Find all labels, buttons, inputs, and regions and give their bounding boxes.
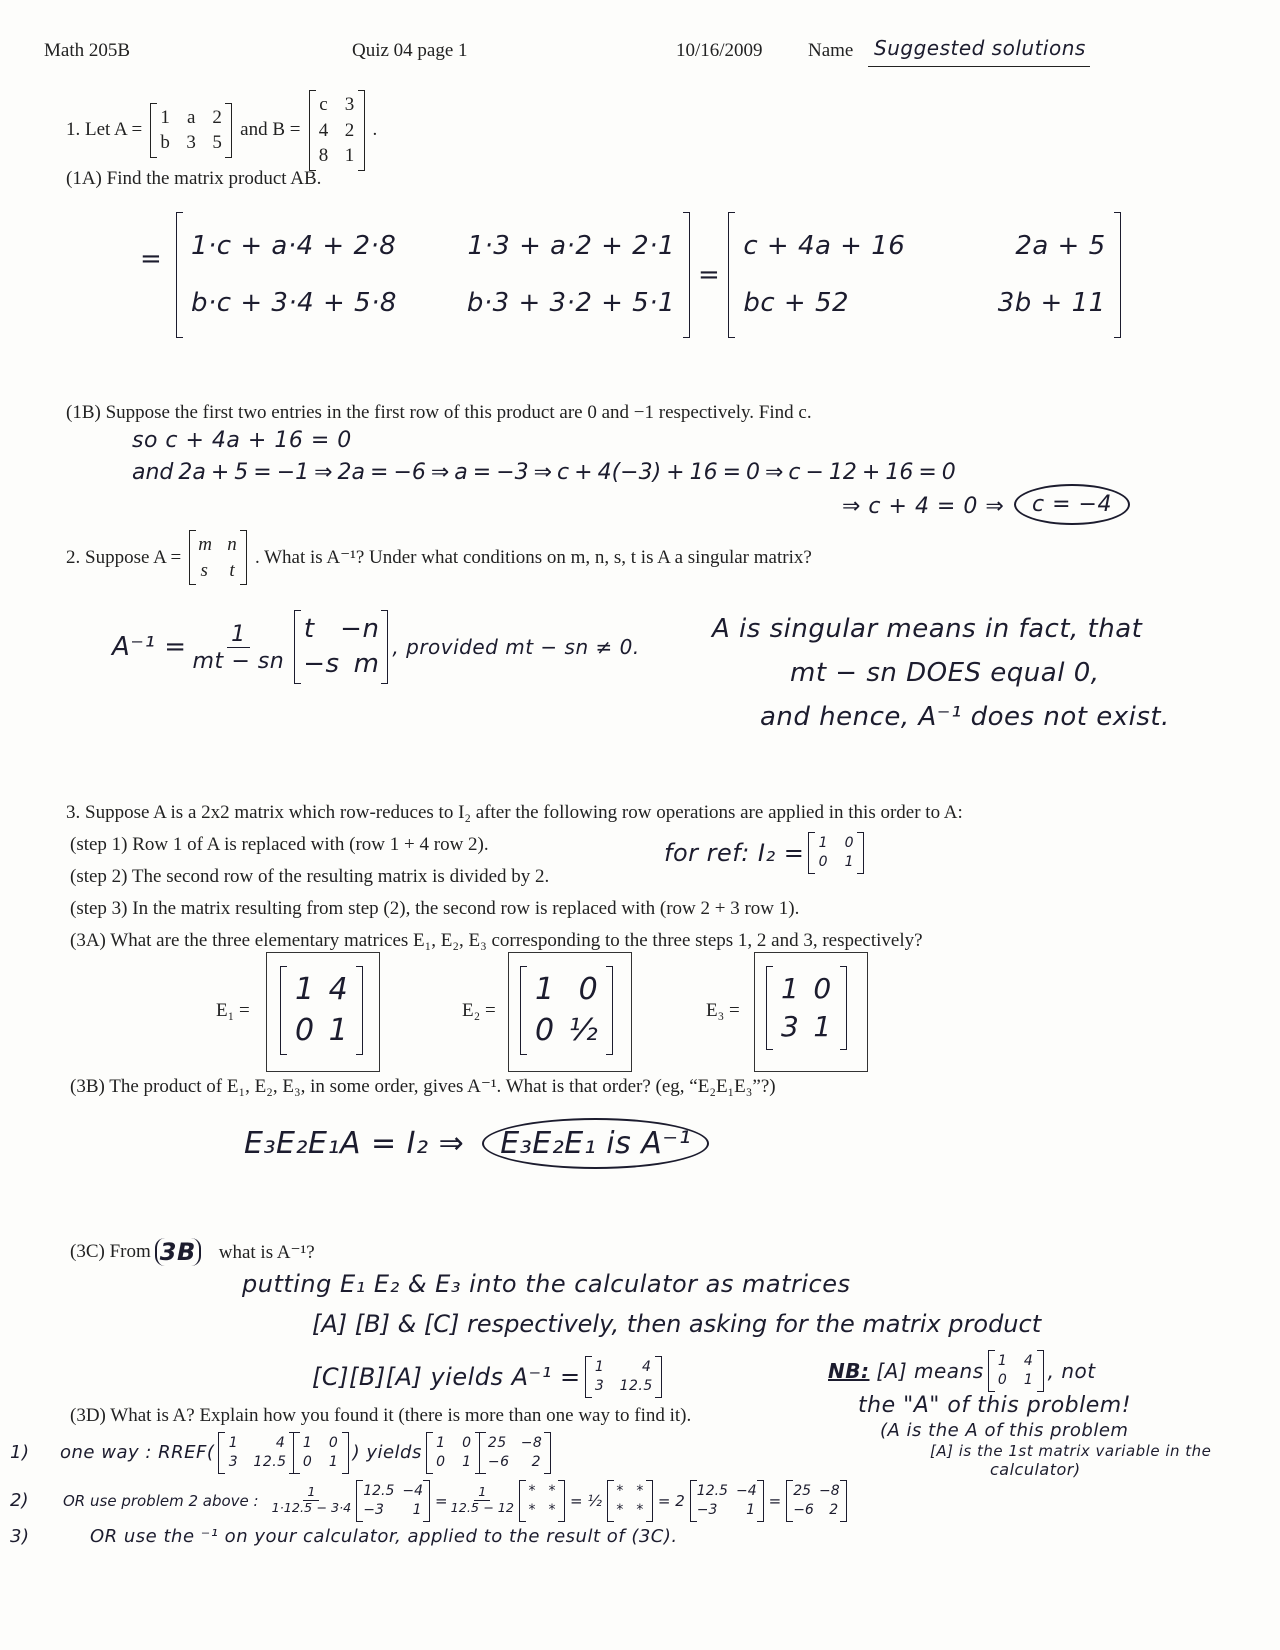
matrix-cell: 0: [818, 853, 829, 870]
way-text: OR use problem 2 above :: [63, 1491, 259, 1510]
step-2: (step 2) The second row of the resulting matrix is divided by 2.: [70, 866, 550, 887]
nb-note: [828, 1350, 1096, 1392]
matrix-cell: 1: [781, 972, 800, 1005]
matrix-row: [817, 834, 855, 853]
matrix-cell: 0: [844, 835, 855, 851]
matrix-cell: 2: [344, 119, 355, 141]
matrix-cell: 4: [318, 119, 329, 141]
frac-den: 12.5 − 12: [450, 1501, 515, 1517]
matrix-row: [318, 118, 356, 144]
matrix-cell: 1: [412, 1501, 422, 1518]
matrix-cell: 0: [535, 1012, 555, 1048]
matrix-cell: 12.5: [363, 1483, 395, 1499]
matrix-row: [488, 1453, 542, 1472]
e2-matrix-wrap: [516, 966, 617, 1055]
p1-and: and B =: [240, 119, 301, 141]
way-2: [10, 1480, 849, 1522]
fraction: [272, 1485, 352, 1516]
matrix-row: [697, 1501, 757, 1520]
matrix-row: [303, 612, 379, 647]
augmented-left: [218, 1432, 294, 1474]
matrix-cell: 1: [462, 1453, 472, 1470]
matrix-row: [198, 558, 238, 584]
matrix-row: [535, 1011, 598, 1052]
problem-1-statement: [66, 90, 377, 171]
matrix-cell: 12.5: [696, 1483, 728, 1499]
matrix-row: [302, 1453, 340, 1472]
matrix-row: [997, 1371, 1035, 1390]
problem-2-statement: [66, 530, 812, 585]
calc-note: [A] is the 1st matrix variable in the: [930, 1442, 1212, 1460]
work-equals: =: [140, 244, 163, 274]
frac-num: 1: [474, 1485, 490, 1501]
matrix-row: [227, 1434, 286, 1453]
fraction: [451, 1485, 514, 1516]
matrix-cell: 0: [328, 1435, 339, 1451]
matrix-cell: 4: [275, 1435, 286, 1451]
sol-3c-line: [A] [B] & [C] respectively, then asking for the matrix product: [312, 1310, 1042, 1338]
matrix-cell: ½: [568, 1012, 599, 1048]
matrix-cell: 4: [328, 972, 349, 1007]
matrix-cell: *: [548, 1483, 556, 1499]
name-label: Name: [808, 40, 854, 61]
matrix-row: [435, 1434, 473, 1453]
matrix-row: [318, 92, 356, 118]
matrix-cell: −6: [487, 1453, 510, 1470]
matrix-cell: 1: [594, 1359, 605, 1375]
matrix-cell: −n: [340, 614, 380, 644]
frac-den: 1·12.5 − 3·4: [271, 1501, 352, 1517]
matrix-cell: *: [636, 1501, 644, 1518]
matrix-A-2: [189, 530, 247, 585]
matrix-row: [614, 1482, 646, 1501]
matrix-row: [594, 1377, 653, 1396]
work-cell: 1·3 + a·2 + 2·1: [467, 231, 676, 261]
matrix-cell: 2: [212, 106, 222, 128]
matrix-row: [793, 1482, 839, 1501]
matrix-cell: s: [200, 559, 208, 581]
matrix-cell: 1: [813, 1009, 832, 1043]
matrix-cell: 4: [1023, 1353, 1034, 1369]
e3-matrix: [766, 966, 847, 1050]
e2-matrix: [520, 966, 613, 1055]
matrix-cell: 0: [295, 1012, 315, 1048]
date: 10/16/2009: [676, 40, 763, 61]
matrix-cell: 1: [295, 972, 315, 1007]
nb-text: the "A" of this problem!: [858, 1393, 1132, 1418]
matrix-cell: −s: [303, 649, 340, 680]
matrix-cell: 1: [328, 1012, 349, 1048]
p1-lead: 1. Let A =: [66, 119, 143, 141]
matrix-cell: m: [353, 649, 380, 680]
matrix-cell: 0: [462, 1435, 472, 1451]
result-cell: 2a + 5: [1015, 231, 1106, 261]
sol-1b-line: ⇒ c + 4 = 0 ⇒: [842, 494, 1005, 519]
calc-note: calculator): [990, 1460, 1081, 1479]
matrix-row: [781, 970, 832, 1008]
e3-label: E₃ =: [706, 1000, 740, 1021]
matrix-row: [817, 853, 855, 872]
ab-result-matrix: [728, 212, 1120, 338]
matrix-cell: 3: [781, 1009, 800, 1043]
e1-matrix-wrap: [276, 966, 367, 1055]
way-1: [10, 1432, 555, 1474]
matrix-row: [614, 1501, 646, 1520]
question-3c: [70, 1238, 315, 1266]
matrix-cell: 25: [793, 1483, 812, 1499]
matrix-cell: *: [636, 1483, 644, 1499]
way-text: ) yields: [352, 1442, 422, 1464]
quiz-title: Quiz 04 page 1: [352, 40, 468, 61]
question-1b: (1B) Suppose the first two entries in the first row of this product are 0 and −1 respectively. Find c.: [66, 402, 812, 423]
sol-3b-circled: E₃E₂E₁ is A⁻¹: [482, 1118, 709, 1169]
identity-matrix: [808, 832, 864, 874]
sol-1b-line: so c + 4a + 16 = 0: [132, 428, 352, 453]
matrix-cell: 1: [344, 145, 355, 167]
matrix-cell: *: [616, 1501, 624, 1518]
matrix-cell: 0: [813, 972, 832, 1005]
matrix: [607, 1480, 653, 1522]
nb-matrix: [988, 1350, 1044, 1392]
a-matrix-result: [786, 1480, 846, 1522]
matrix-cell: 0: [436, 1453, 446, 1470]
matrix-cell: a: [186, 106, 196, 128]
matrix-row: [793, 1501, 839, 1520]
matrix-row: [302, 1434, 340, 1453]
sol-3c-result: [312, 1356, 666, 1398]
question-3b: (3B) The product of E₁, E₂, E₃, in some order, gives A⁻¹. What is that order? (eg, “E₂E₁E₃”?): [70, 1076, 776, 1097]
matrix: [690, 1480, 764, 1522]
proviso: , provided mt − sn ≠ 0.: [392, 635, 640, 660]
sol-1b-line: and 2a + 5 = −1 ⇒ 2a = −6 ⇒ a = −3 ⇒ c + 4(−3) + 16 = 0 ⇒ c − 12 + 16 = 0: [132, 460, 956, 485]
matrix-cell: 2: [829, 1501, 839, 1518]
matrix-row: [295, 1011, 348, 1052]
matrix-cell: 2: [531, 1453, 542, 1470]
equals-two: = 2: [657, 1491, 685, 1510]
way-text: one way : RREF(: [60, 1442, 215, 1464]
answer-c-circled: c = −4: [1014, 484, 1130, 525]
q3c-ref: 3B: [155, 1238, 201, 1266]
matrix-cell: 1: [997, 1353, 1008, 1369]
matrix-cell: −6: [793, 1501, 814, 1518]
matrix-cell: 1: [228, 1435, 239, 1451]
singular-line: mt − sn DOES equal 0,: [790, 658, 1100, 688]
matrix-cell: 4: [642, 1359, 652, 1375]
name-underline: [868, 66, 1090, 67]
name-value: Suggested solutions: [874, 36, 1086, 60]
inverse-formula: [112, 610, 640, 684]
way-3: [10, 1526, 678, 1547]
question-3a: (3A) What are the three elementary matrices E₁, E₂, E₃ corresponding to the three steps 1, 2 and 3, respectively?: [70, 930, 923, 951]
nb-label: NB:: [828, 1358, 870, 1383]
question-3d: (3D) What is A? Explain how you found it (there is more than one way to find it).: [70, 1405, 692, 1426]
way-number: 2): [10, 1490, 29, 1512]
matrix-cell: 8: [318, 145, 329, 167]
matrix-cell: 1: [160, 106, 170, 128]
matrix-cell: 0: [997, 1371, 1008, 1388]
p2-question: . What is A⁻¹? Under what conditions on m, n, s, t is A a singular matrix?: [254, 547, 812, 569]
matrix-row: [488, 1434, 542, 1453]
identity-reference: [664, 832, 868, 874]
result-cell: c + 4a + 16: [743, 231, 906, 261]
sol-3b-text: E₃E₂E₁A = I₂ ⇒: [244, 1126, 465, 1161]
calc-note: (A is the A of this problem: [880, 1420, 1129, 1441]
matrix-cell: −3: [696, 1501, 718, 1518]
matrix-cell: 1: [746, 1501, 756, 1518]
matrix-A: [150, 103, 232, 158]
e2-label: E₂ =: [462, 1000, 496, 1021]
adjugate-matrix: [294, 610, 388, 684]
work-cell: b·c + 3·4 + 5·8: [191, 288, 397, 319]
matrix-cell: 25: [487, 1435, 507, 1451]
nb-text: [A] means: [876, 1358, 984, 1383]
matrix-row: [159, 105, 223, 131]
sol-3c-line: putting E₁ E₂ & E₃ into the calculator as matrices: [242, 1270, 851, 1298]
matrix-row: [363, 1482, 423, 1501]
matrix-cell: −8: [520, 1435, 543, 1451]
matrix-cell: 1: [818, 835, 829, 851]
result-cell: 3b + 11: [997, 288, 1106, 319]
q3c-pre: (3C) From: [70, 1241, 151, 1262]
e3-matrix-wrap: [762, 966, 851, 1050]
matrix-cell: 3: [186, 132, 196, 154]
result-cell: bc + 52: [743, 288, 850, 319]
matrix-row: [535, 970, 598, 1011]
matrix-cell: 1: [844, 853, 855, 870]
matrix-row: [198, 532, 238, 558]
work-cell: 1·c + a·4 + 2·8: [191, 231, 397, 261]
matrix-cell: *: [616, 1483, 624, 1499]
frac-num: 1: [227, 621, 250, 648]
matrix: [519, 1480, 565, 1522]
matrix-cell: 1: [535, 972, 555, 1007]
augmented-right: [293, 1432, 349, 1474]
matrix-cell: 12.5: [253, 1453, 287, 1470]
a-inverse-matrix: [585, 1356, 662, 1398]
singular-line: and hence, A⁻¹ does not exist.: [760, 702, 1170, 732]
matrix-cell: −8: [819, 1483, 840, 1499]
matrix-cell: m: [198, 534, 212, 555]
matrix-row: [227, 1453, 286, 1472]
matrix-cell: t: [229, 559, 235, 581]
way-number: 1): [10, 1442, 30, 1464]
e1-matrix: [280, 966, 363, 1055]
matrix-cell: 12.5: [619, 1377, 653, 1394]
matrix-cell: 3: [594, 1377, 605, 1394]
sol-3b: [244, 1118, 709, 1169]
question-1a: (1A) Find the matrix product AB.: [66, 168, 322, 189]
e1-label: E₁ =: [216, 1000, 250, 1021]
nb-text: , not: [1047, 1358, 1096, 1383]
matrix-cell: b: [160, 132, 170, 154]
matrix-cell: n: [227, 534, 237, 555]
course-title: Math 205B: [44, 40, 131, 61]
matrix-row: [526, 1501, 558, 1520]
q3c-post: what is A⁻¹?: [218, 1241, 315, 1263]
ref-label: for ref: I₂ =: [664, 838, 805, 867]
step-3: (step 3) In the matrix resulting from step (2), the second row is replaced with (row 2 + 3 row 1).: [70, 898, 800, 919]
matrix-cell: −3: [363, 1501, 384, 1518]
matrix-cell: 3: [344, 94, 355, 115]
matrix-cell: 1: [436, 1435, 446, 1451]
matrix-cell: 1: [1023, 1371, 1034, 1388]
matrix-row: [363, 1501, 423, 1520]
matrix-row: [526, 1482, 558, 1501]
matrix-cell: 0: [302, 1453, 313, 1470]
matrix-row: [594, 1358, 653, 1377]
matrix-cell: 3: [228, 1453, 239, 1470]
frac-den: mt − sn: [192, 647, 285, 674]
way-number: 3): [10, 1526, 30, 1547]
matrix-row: [295, 970, 348, 1011]
problem-3-intro: 3. Suppose A is a 2x2 matrix which row-reduces to I₂ after the following row operations are applied in this order to A:: [66, 802, 963, 823]
matrix-cell: 5: [212, 132, 222, 154]
matrix-row: [318, 143, 356, 169]
equals: =: [768, 1491, 782, 1510]
matrix-cell: c: [319, 94, 328, 115]
matrix-row: [159, 130, 223, 156]
work-matrix: [176, 212, 690, 338]
way-text: OR use the ⁻¹ on your calculator, applied to the result of (3C).: [90, 1526, 678, 1547]
matrix-B: [309, 90, 365, 171]
frac-num: 1: [303, 1485, 319, 1501]
matrix-row: [997, 1352, 1035, 1371]
rref-right: [479, 1432, 551, 1474]
matrix-row: [435, 1453, 473, 1472]
work-cell: b·3 + 3·2 + 5·1: [466, 288, 676, 319]
matrix-cell: −4: [402, 1483, 424, 1499]
matrix-cell: −4: [735, 1483, 757, 1499]
sol-3c-line: [C][B][A] yields A⁻¹ =: [312, 1362, 581, 1391]
inv-fraction: [192, 621, 284, 674]
equals: =: [435, 1491, 448, 1510]
matrix-cell: 0: [578, 972, 599, 1007]
inv-label: A⁻¹ =: [112, 632, 187, 663]
p1-period: .: [372, 119, 378, 141]
matrix-row: [697, 1482, 757, 1501]
matrix-cell: *: [528, 1501, 536, 1518]
matrix-cell: *: [548, 1501, 556, 1518]
matrix-cell: 1: [302, 1435, 313, 1451]
matrix-row: [781, 1008, 832, 1046]
matrix-cell: t: [303, 614, 315, 644]
singular-line: A is singular means in fact, that: [712, 614, 1143, 644]
rref-left: [426, 1432, 481, 1474]
ab-work-matrix: 1·c + a·4 + 2·8 1·3 + a·2 + 2·1 b·c + 3·4 + 5·8 b·3 + 3·2 + 5·1 = c + 4a + 16 2a + 5 bc + 52 3b + 11: [172, 212, 1125, 338]
matrix-cell: 1: [328, 1453, 339, 1470]
adjugate-matrix: [356, 1480, 430, 1522]
p2-lead: 2. Suppose A =: [66, 546, 182, 568]
step-1: (step 1) Row 1 of A is replaced with (row 1 + 4 row 2).: [70, 834, 489, 855]
matrix-cell: *: [528, 1483, 536, 1499]
equals-half: = ½: [570, 1491, 602, 1510]
matrix-row: [303, 647, 379, 682]
